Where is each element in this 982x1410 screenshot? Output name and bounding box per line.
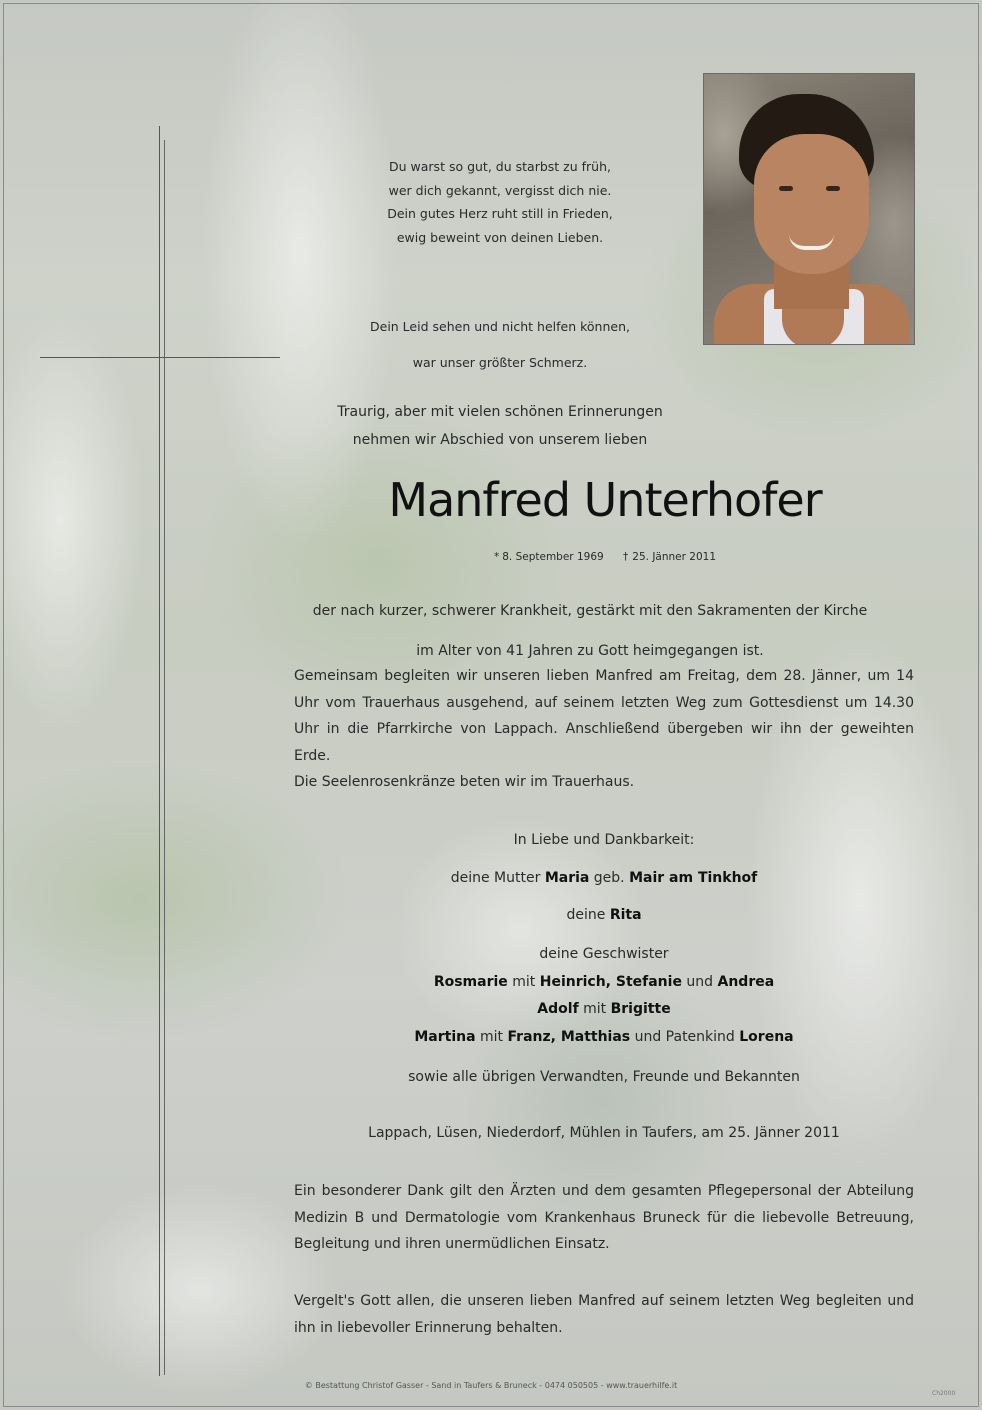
poem-stanza-1 — [320, 155, 680, 249]
cross-icon-vertical-inner — [164, 140, 165, 1375]
corner-code: Ch2000 — [932, 1390, 956, 1397]
siblings-heading: deine Geschwister — [539, 946, 669, 962]
poem-line: Dein Leid sehen und nicht helfen können, — [370, 318, 630, 334]
thanks-paragraph: Ein besonderer Dank gilt den Ärzten und dem gesamten Pflegepersonal der Abteilung Medizin B und Dermatologie vom Krankenhaus Bruneck für die liebevolle Betreuung, Begleitung und ihren unermüdlichen Einsatz. — [294, 1183, 914, 1252]
intro-text — [310, 398, 690, 454]
death-text-line: im Alter von 41 Jahren zu Gott heimgegangen ist. — [416, 643, 764, 659]
mourners-heading: In Liebe und Dankbarkeit: — [513, 832, 695, 848]
dagger-cross-icon: † — [623, 551, 629, 563]
intro-line: Traurig, aber mit vielen schönen Erinnerungen — [337, 404, 663, 420]
footer-credit: © Bestattung Christof Gasser - Sand in Taufers & Bruneck - 0474 050505 - www.trauerhilfe.it — [304, 1381, 678, 1390]
birth-date: * 8. September 1969 — [493, 551, 604, 563]
mourner-mother: deine Mutter Maria geb. Mair am Tinkhof — [450, 870, 758, 886]
poem-line: wer dich gekannt, vergisst dich nie. — [388, 182, 612, 198]
poem-line: ewig beweint von deinen Lieben. — [396, 229, 604, 245]
sibling-line-2: Adolf mit Brigitte — [537, 1001, 671, 1017]
deceased-name: Manfred Unterhofer — [388, 473, 822, 527]
poem-line: war unser größter Schmerz. — [412, 355, 588, 370]
star-icon: * — [493, 551, 500, 563]
portrait-photo — [703, 73, 915, 345]
intro-line: nehmen wir Abschied von unserem lieben — [352, 432, 648, 448]
cross-icon-horizontal — [40, 357, 280, 358]
sibling-line-1: Rosmarie mit Heinrich, Stefanie und Andrea — [433, 974, 775, 990]
death-text-line: der nach kurzer, schwerer Krankheit, gestärkt mit den Sakramenten der Kirche — [312, 603, 868, 619]
funeral-paragraph: Gemeinsam begleiten wir unseren lieben Manfred am Freitag, dem 28. Jänner, um 14 Uhr vom Trauerhaus ausgehend, auf seinem letzten Weg zum Gottesdienst um 14.30 Uhr in die Pfarrkirche von Lappach. Anschließend übergeben wir ihn der geweihten Erde. — [294, 668, 914, 764]
mourner-partner: deine Rita — [566, 907, 642, 923]
poem-stanza-2 — [320, 302, 680, 388]
cross-icon-vertical — [159, 126, 160, 1376]
other-mourners: sowie alle übrigen Verwandten, Freunde und Bekannten — [408, 1069, 800, 1085]
life-dates — [420, 551, 790, 563]
poem-line: Dein gutes Herz ruht still in Frieden, — [387, 206, 613, 221]
death-date: † 25. Jänner 2011 — [623, 551, 716, 563]
rosary-note: Die Seelenrosenkränze beten wir im Trauerhaus. — [294, 774, 635, 790]
closing-paragraph: Vergelt's Gott allen, die unseren lieben Manfred auf seinem letzten Weg begleiten und ihn in liebevoller Erinnerung behalten. — [294, 1293, 914, 1336]
funeral-details — [294, 663, 914, 796]
poem-line: Du warst so gut, du starbst zu früh, — [389, 159, 611, 174]
place-and-date: Lappach, Lüsen, Niederdorf, Mühlen in Taufers, am 25. Jänner 2011 — [368, 1125, 840, 1141]
sibling-line-3: Martina mit Franz, Matthias und Patenkind Lorena — [414, 1029, 794, 1045]
